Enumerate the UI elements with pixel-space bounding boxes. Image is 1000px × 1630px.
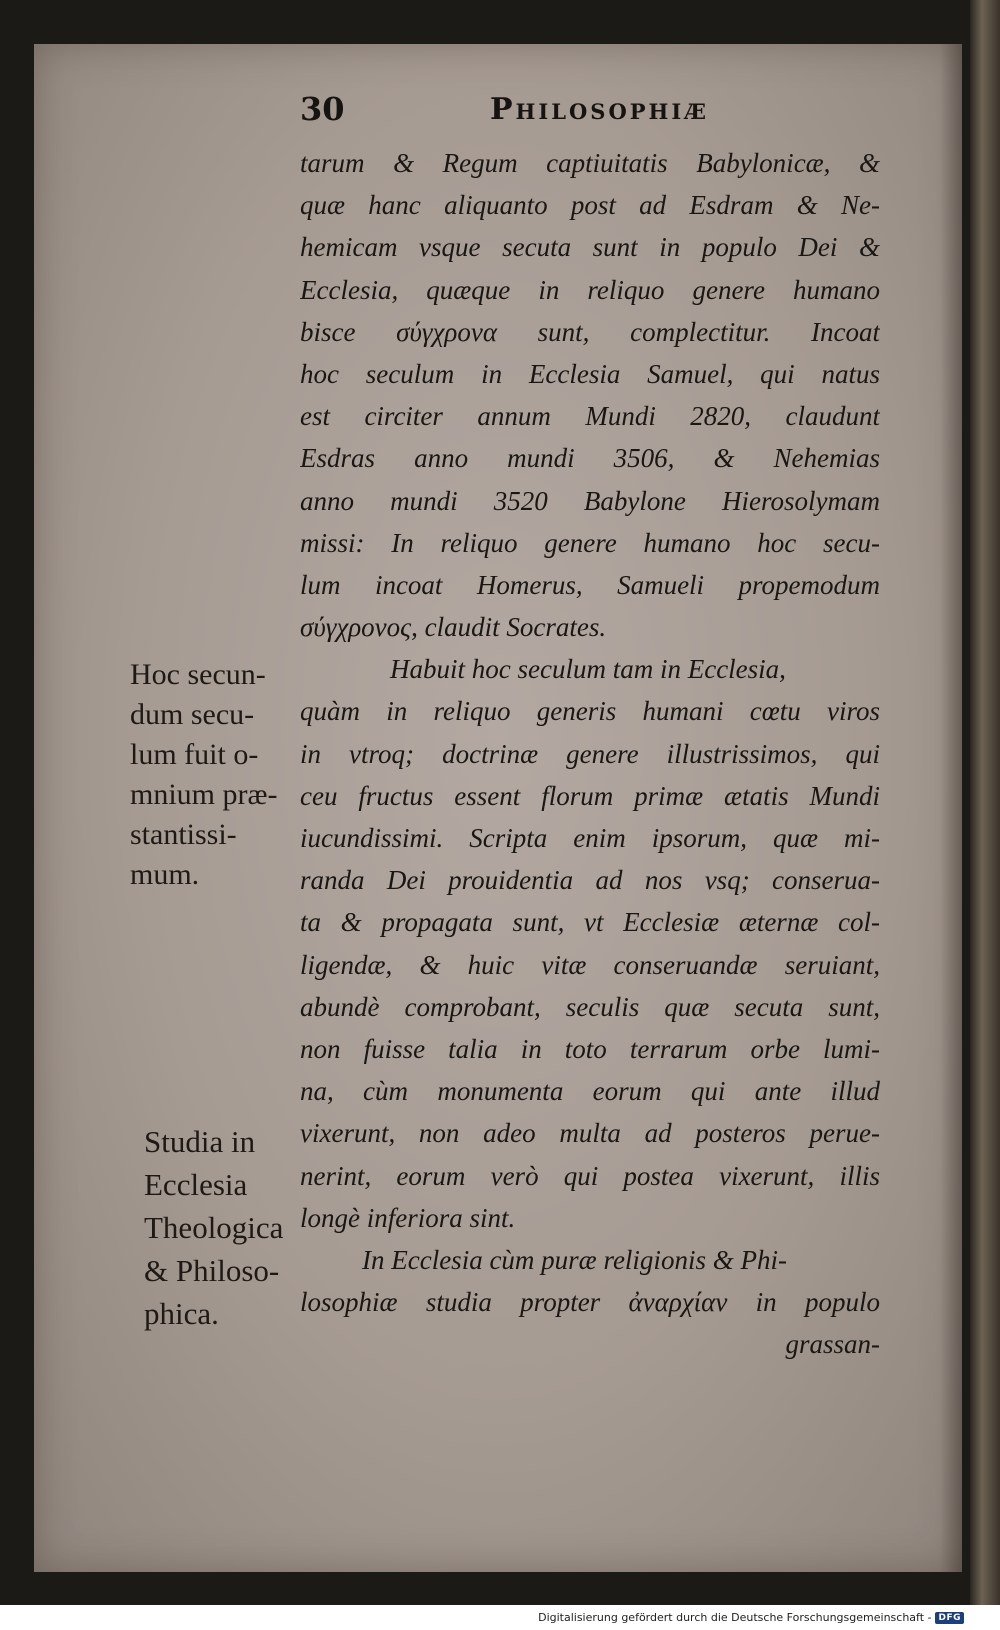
book-binding-edge [970, 0, 1000, 1605]
text-line: σύγχρονος, claudit Socrates. [300, 612, 607, 643]
page-header [300, 90, 880, 136]
text-line: anno mundi 3520 Babylone Hierosolymam [300, 485, 880, 516]
text-line: na, cùm monumenta eorum qui ante illud [300, 1076, 880, 1107]
text-line: missi: In reliquo genere humano hoc secu- [300, 527, 880, 558]
text-line: randa Dei prouidentia ad nos vsq; conserua- [300, 865, 880, 896]
dfg-logo: DFG [935, 1612, 964, 1624]
marginal-note-line: Studia in [144, 1124, 256, 1159]
text-line: iucundissimi. Scripta enim ipsorum, quæ mi- [300, 823, 880, 853]
marginal-note-line: mnium præ- [130, 778, 278, 811]
paragraph-start-line: In Ecclesia cùm puræ religionis & Phi- [362, 1244, 787, 1275]
text-line: est circiter annum Mundi 2820, claudunt [300, 401, 880, 432]
text-line: quàm in reliquo generis humani cœtu viros [300, 696, 880, 727]
marginal-note-line: lum fuit o- [130, 738, 259, 771]
text-line: nerint, eorum verò qui postea vixerunt, illis [300, 1160, 880, 1191]
text-line: longè inferiora sint. [300, 1202, 516, 1233]
text-line: ceu fructus essent florum primæ ætatis Mundi [300, 780, 880, 811]
text-line: ligendæ, & huic vitæ conseruandæ seruiant, [300, 949, 880, 980]
main-text-block [300, 142, 880, 1365]
marginal-note-line: Hoc secun- [130, 658, 266, 691]
catchword: grassan- [785, 1329, 880, 1360]
text-line: bisce σύγχρονα sunt, complectitur. Incoat [300, 316, 880, 347]
text-line: tarum & Regum captiuitatis Babylonicæ, & [300, 148, 880, 178]
running-head: Philosophiæ [490, 92, 709, 127]
marginal-note-line: mum. [130, 858, 200, 891]
page-number: 30 [300, 90, 345, 128]
marginal-note-line: Ecclesia [144, 1167, 248, 1202]
credit-text: Digitalisierung gefördert durch die Deutsche Forschungsgemeinschaft - [538, 1611, 932, 1624]
marginal-note [144, 1120, 314, 1335]
text-line: non fuisse talia in toto terrarum orbe lumi- [300, 1033, 880, 1064]
text-line: lum incoat Homerus, Samueli propemodum [300, 569, 880, 600]
marginal-note-line: stantissi- [130, 818, 237, 851]
text-line: hoc seculum in Ecclesia Samuel, qui natus [300, 358, 880, 389]
marginal-note-line: phica. [144, 1296, 219, 1331]
text-line: Esdras anno mundi 3506, & Nehemias [300, 443, 880, 474]
page-edge-shadow [940, 44, 962, 1572]
digitization-credit [538, 1611, 964, 1624]
text-line: vixerunt, non adeo multa ad posteros perue- [300, 1118, 880, 1149]
text-line: quæ hanc aliquanto post ad Esdram & Ne- [300, 190, 880, 221]
marginal-note [130, 655, 290, 895]
marginal-note-line: Theologica [144, 1210, 284, 1245]
text-line: losophiæ studia propter ἀναρχίαν in populo [300, 1287, 880, 1318]
text-line: abundè comprobant, seculis quæ secuta sunt, [300, 991, 880, 1022]
text-line: ta & propagata sunt, vt Ecclesiæ æternæ col- [300, 907, 880, 938]
text-line: hemicam vsque secuta sunt in populo Dei & [300, 232, 880, 263]
text-line: in vtroq; doctrinæ genere illustrissimos, qui [300, 738, 880, 769]
marginal-note-line: & Philoso- [144, 1253, 280, 1288]
paragraph-start-line: Habuit hoc seculum tam in Ecclesia, [390, 654, 786, 685]
text-line: Ecclesia, quæque in reliquo genere humano [300, 274, 880, 305]
marginal-note-line: dum secu- [130, 698, 255, 731]
